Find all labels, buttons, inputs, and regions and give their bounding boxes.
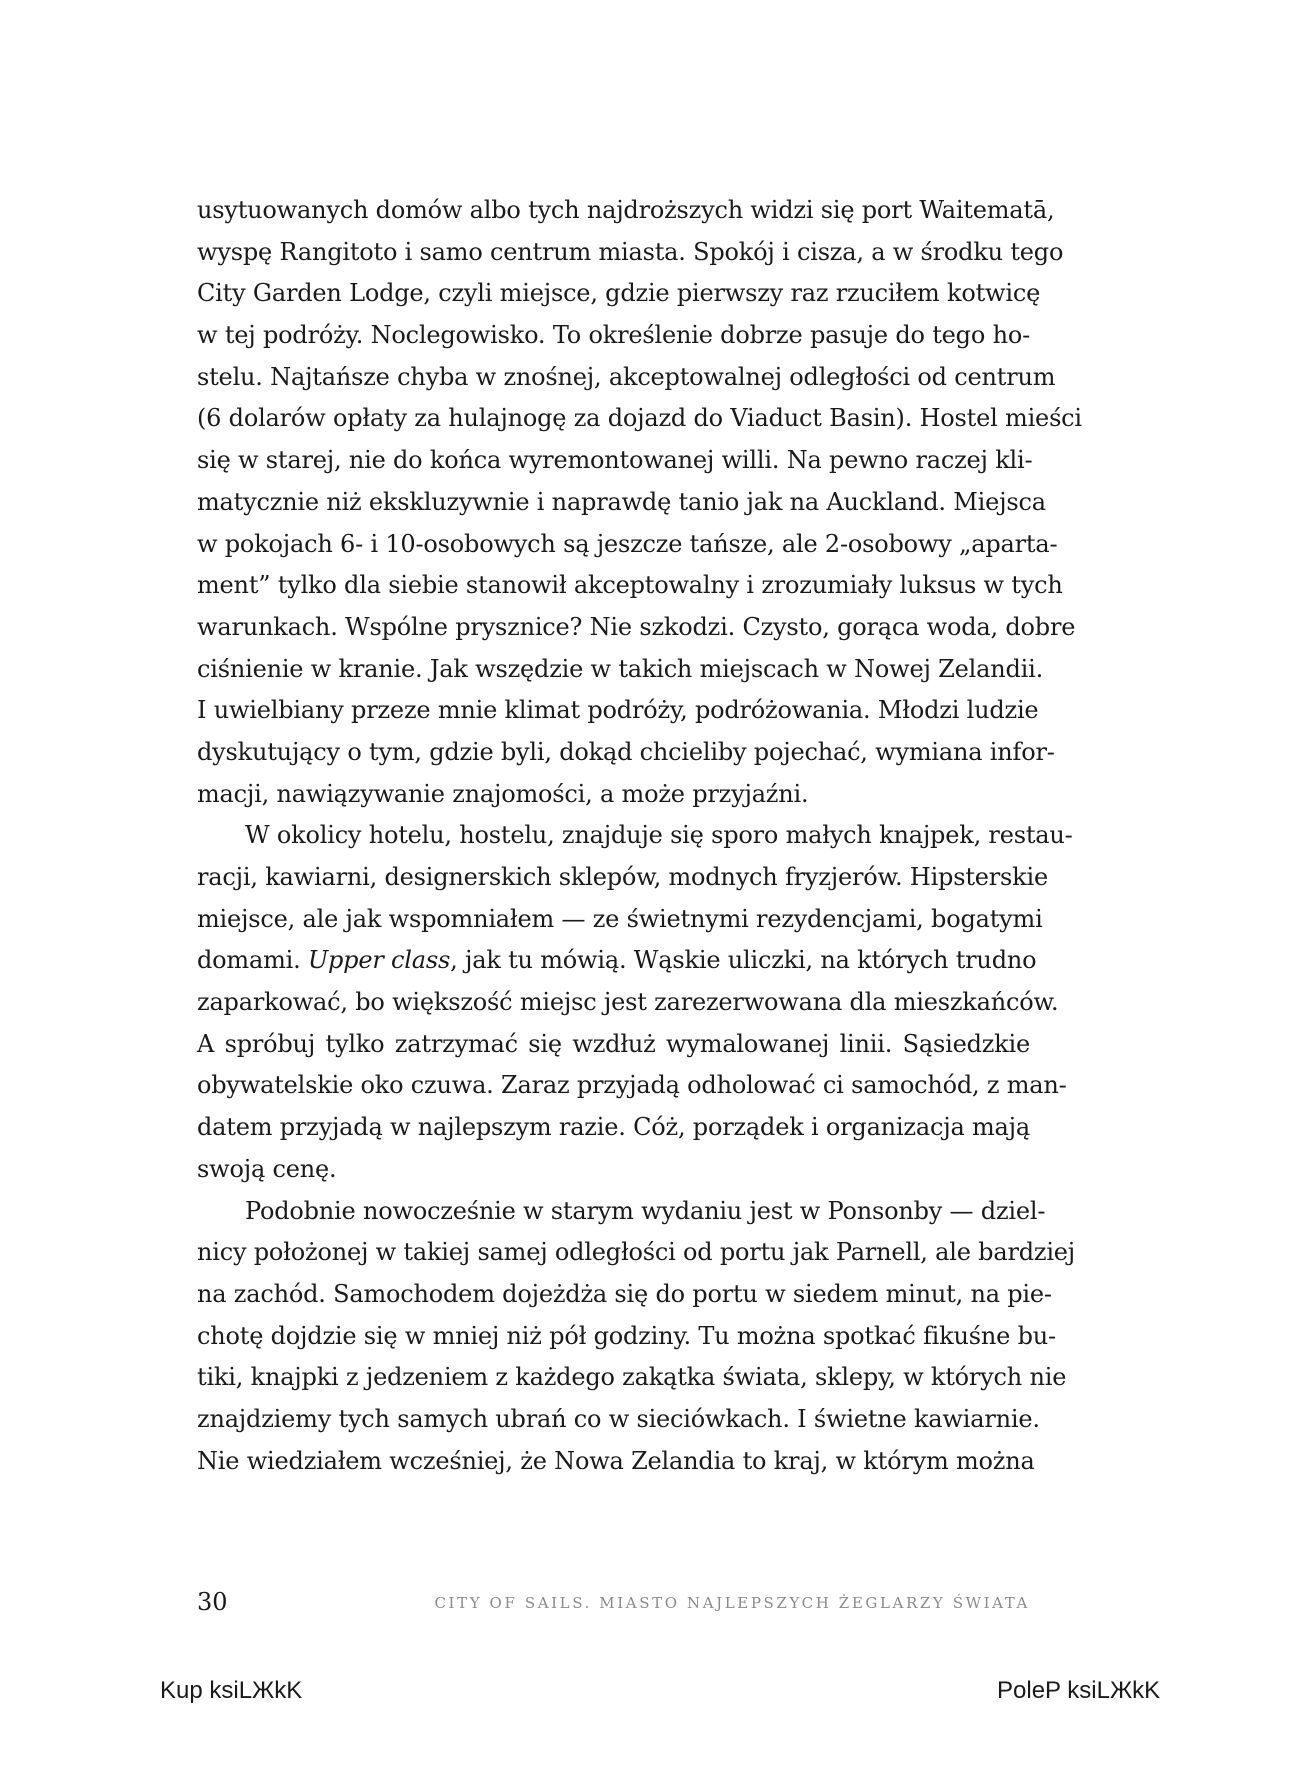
text-line: swoją cenę. — [197, 1154, 337, 1183]
text-line: na zachód. Samochodem dojeżdża się do portu w siedem minut, na pie- — [197, 1279, 1052, 1308]
text-line: Nie wiedziałem wcześniej, że Nowa Zelandia to kraj, w którym można — [197, 1446, 1035, 1475]
text-line: macji, nawiązywanie znajomości, a może przyjaźni. — [197, 779, 809, 808]
text-line: ciśnienie w kranie. Jak wszędzie w takich miejscach w Nowej Zelandii. — [197, 654, 1043, 683]
text-line: W okolicy hotelu, hostelu, znajduje się sporo małych knajpek, restau- — [245, 821, 1073, 850]
text-line: racji, kawiarni, designerskich sklepów, modnych fryzjerów. Hipsterskie — [197, 863, 1048, 891]
text-line-mixed — [197, 940, 1037, 982]
text-line: zaparkować, bo większość miejsc jest zarezerwowana dla mieszkańców. — [197, 988, 1059, 1017]
page-footer — [197, 1588, 1030, 1628]
text-line: tiki, knajpki z jedzeniem z każdego zakątka świata, sklepy, w których nie — [197, 1363, 1067, 1392]
text-line: warunkach. Wspólne prysznice? Nie szkodzi. Czysto, gorąca woda, dobre — [197, 612, 1076, 641]
text-line: w pokojach 6- i 10-osobowych są jeszcze tańsze, ale 2-osobowy „aparta- — [197, 529, 1058, 558]
text-line: stelu. Najtańsze chyba w znośnej, akceptowalnej odległości od centrum — [197, 362, 1056, 391]
text-line: (6 dolarów opłaty za hulajnogę za dojazd do Viaduct Basin). Hostel mieści — [197, 404, 1082, 433]
text-fragment: , jak tu mówią. Wąskie uliczki, na których trudno — [450, 946, 1037, 975]
text-line: matycznie niż ekskluzywnie i naprawdę tanio jak na Auckland. Miejsca — [197, 487, 1046, 516]
buy-book-link[interactable]: Kup ksiLЖkK — [160, 1677, 303, 1704]
text-line: I uwielbiany przeze mnie klimat podróży, podróżowania. Młodzi ludzie — [197, 696, 1039, 725]
text-line: się w starej, nie do końca wyremontowanej willi. Na pewno raczej kli- — [197, 446, 1033, 475]
text-line: A spróbuj tylko zatrzymać się wzdłuż wymalowanej linii. Sąsiedzkie — [197, 1029, 1030, 1058]
page-number: 30 — [197, 1588, 228, 1616]
text-line: chotę dojdzie się w mniej niż pół godziny. Tu można spotkać fikuśne bu- — [197, 1321, 1056, 1350]
text-line: dyskutujący o tym, gdzie byli, dokąd chcieliby pojechać, wymiana infor- — [197, 737, 1055, 766]
text-line: Podobnie nowocześnie w starym wydaniu jest w Ponsonby — dziel- — [245, 1196, 1046, 1225]
text-fragment: domami. — [197, 946, 308, 975]
text-line: datem przyjadą w najlepszym razie. Cóż, porządek i organizacja mają — [197, 1113, 1030, 1142]
text-line: wyspę Rangitoto i samo centrum miasta. Spokój i cisza, a w środku tego — [197, 237, 1064, 266]
italic-phrase: Upper class — [307, 946, 451, 975]
text-line: obywatelskie oko czuwa. Zaraz przyjadą odholować ci samochód, z man- — [197, 1071, 1067, 1100]
text-line: usytuowanych domów albo tych najdroższych widzi się port Waitematā, — [197, 196, 1055, 224]
text-line: w tej podróży. Noclegowisko. To określenie dobrze pasuje do tego ho- — [197, 321, 1030, 350]
text-line: znajdziemy tych samych ubrań co w sieciówkach. I świetne kawiarnie. — [197, 1404, 1040, 1433]
running-head: CITY OF SAILS. MIASTO NAJLEPSZYCH ŻEGLARZY ŚWIATA — [434, 1594, 1030, 1612]
text-line: nicy położonej w takiej samej odległości od portu jak Parnell, ale bardziej — [197, 1238, 1076, 1267]
page-body — [197, 190, 1082, 1482]
text-line: miejsce, ale jak wspomniałem — ze świetnymi rezydencjami, bogatymi — [197, 904, 1043, 933]
text-line: ment” tylko dla siebie stanowił akceptowalny i zrozumiały luksus w tych — [197, 571, 1063, 600]
text-line: City Garden Lodge, czyli miejsce, gdzie pierwszy raz rzuciłem kotwicę — [197, 279, 1041, 308]
recommend-book-link[interactable]: PoleP ksiLЖkK — [997, 1677, 1161, 1704]
